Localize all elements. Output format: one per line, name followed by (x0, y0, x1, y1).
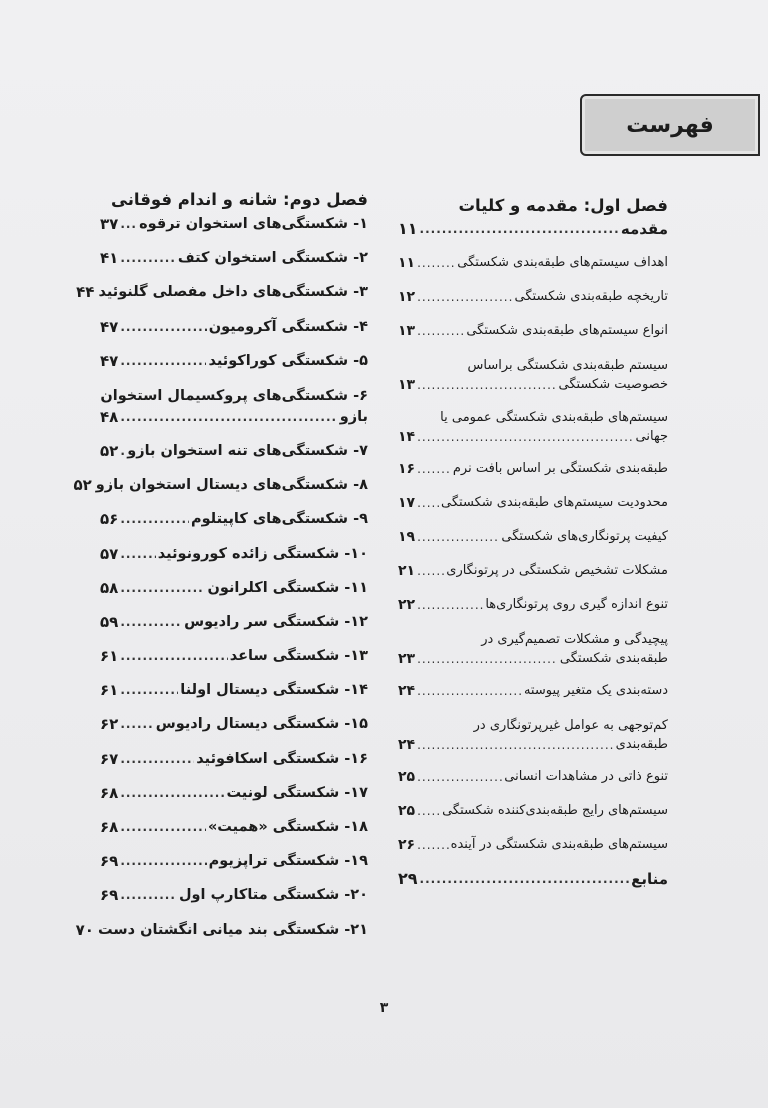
toc-entry (100, 509, 368, 529)
toc-entry-title: ۱۷- شکستگی لونیت (226, 784, 368, 801)
toc-dot-leader (417, 528, 499, 546)
toc-dot-leader (417, 376, 556, 394)
toc-entry (100, 749, 368, 769)
toc-dot-leader (120, 214, 137, 234)
toc-dot-leader (417, 768, 502, 786)
toc-entry-page: ۱۴ (398, 429, 416, 445)
toc-dot-leader (420, 870, 630, 888)
toc-entry-title: انواع سیستم‌های طبقه‌بندی شکستگی (466, 323, 668, 338)
toc-dot-leader (120, 817, 206, 837)
toc-entry (100, 214, 368, 234)
toc-entry (100, 385, 368, 427)
toc-dot-leader (120, 885, 177, 905)
toc-dot-leader (417, 682, 522, 700)
toc-entry-page: ۵۲ (100, 441, 119, 460)
toc-dot-leader (417, 836, 449, 854)
toc-entry-page: ۱۱ (398, 219, 418, 238)
toc-entry-title: مشکلات تشخیص شکستگی در پرتونگاری (446, 563, 668, 578)
toc-entry-title: ۴- شکستگی آکرومیون (208, 318, 368, 335)
toc-dot-leader (120, 544, 155, 564)
toc-entry (398, 408, 668, 446)
toc-entry-page: ۲۹ (398, 869, 418, 888)
toc-entry (398, 562, 668, 580)
toc-entry-page: ۵۷ (100, 544, 119, 563)
toc-dot-leader (417, 596, 483, 614)
toc-entry-page: ۷۰ (75, 920, 94, 939)
toc-entry-title: ۱۰- شکستگی زائده کورونوئید (157, 545, 368, 562)
toc-dot-leader (417, 650, 558, 668)
toc-entry (398, 768, 668, 786)
toc-entry (398, 682, 668, 700)
toc-dot-leader (417, 428, 633, 446)
toc-entry (398, 528, 668, 546)
toc-entry-line1: پیچیدگی و مشکلات تصمیم‌گیری در (481, 632, 668, 647)
toc-entry-page: ۵۹ (100, 612, 119, 631)
toc-entry (100, 885, 368, 905)
toc-entry (100, 351, 368, 371)
toc-header-box (580, 94, 760, 156)
toc-entry (398, 596, 668, 614)
toc-title: فهرست (626, 112, 714, 138)
toc-entry-page: ۱۹ (398, 529, 416, 545)
toc-entry-title: ۱۸- شکستگی «همیت» (207, 819, 368, 835)
toc-entry-page: ۴۷ (100, 351, 119, 370)
toc-entry-title: اهداف سیستم‌های طبقه‌بندی شکستگی (457, 255, 668, 270)
toc-entry-title: ۱۶- شکستگی اسکافوئید (196, 750, 368, 767)
toc-dot-leader (417, 460, 451, 478)
toc-entry-title: ۲۰- شکستگی متاکارپ اول (178, 887, 368, 904)
toc-entry (73, 475, 368, 495)
toc-entry-page: ۱۳ (398, 323, 416, 339)
chapter1-column (398, 192, 668, 904)
toc-entry-line1: ۶- شکستگی‌های پروکسیمال استخوان (100, 387, 368, 404)
toc-dot-leader (120, 351, 206, 371)
toc-entry-page: ۱۲ (398, 289, 416, 305)
toc-entry (100, 612, 368, 632)
toc-entry-title: طبقه‌بندی شکستگی بر اساس بافت نرم (452, 461, 668, 476)
toc-entry (398, 356, 668, 394)
toc-entry-page: ۲۲ (398, 597, 416, 613)
toc-entry-title: ۲۱- شکستگی بند میانی انگشتان دست (97, 921, 368, 938)
toc-entry (100, 851, 368, 871)
toc-entry-title: کیفیت پرتونگاری‌های شکستگی (501, 529, 668, 544)
toc-dot-leader (120, 407, 337, 427)
toc-entry (398, 288, 668, 306)
toc-dot-leader (120, 612, 182, 632)
toc-entry-page: ۲۵ (398, 769, 416, 785)
toc-entry-title: ۱۹- شکستگی تراپزیوم (208, 853, 368, 870)
chapter2-entries (73, 214, 368, 940)
toc-entry (100, 817, 368, 837)
toc-entry-page: ۱۳ (398, 377, 416, 393)
toc-entry (398, 220, 668, 238)
toc-entry-page: ۲۵ (398, 803, 416, 819)
page-number: ۳ (379, 1000, 389, 1016)
toc-entry-page: ۵۶ (100, 510, 119, 529)
toc-entry-page: ۶۲ (100, 715, 119, 734)
toc-entry-line1: کم‌توجهی به عوامل غیرپرتونگاری در (473, 718, 668, 733)
toc-entry (398, 254, 668, 272)
toc-entry-title: ۵- شکستگی کوراکوئید (208, 352, 368, 369)
toc-dot-leader (420, 220, 619, 238)
toc-entry-title: ۳- شکستگی‌های داخل مفصلی گلنوئید (98, 284, 368, 301)
toc-entry-page: ۳۷ (100, 215, 119, 233)
toc-entry-page: ۱۶ (398, 461, 416, 477)
toc-dot-leader (417, 254, 455, 272)
toc-dot-leader (120, 749, 194, 769)
toc-entry-page: ۶۸ (100, 783, 119, 802)
chapter1-title: فصل اول: مقدمه و کلیات (458, 196, 668, 215)
toc-dot-leader (417, 802, 440, 820)
toc-dot-leader (417, 288, 512, 306)
toc-entry (398, 870, 668, 888)
toc-entry-title: خصوصیت شکستگی (558, 377, 668, 392)
toc-entry (398, 836, 668, 854)
toc-entry (75, 920, 368, 940)
chapter2-column (73, 186, 368, 954)
toc-entry (100, 680, 368, 700)
toc-entry-title: ۲- شکستگی استخوان کتف (177, 250, 368, 267)
toc-entry-page: ۶۷ (100, 749, 119, 768)
toc-entry-page: ۶۹ (100, 886, 119, 905)
toc-entry-page: ۱۷ (398, 495, 416, 511)
toc-dot-leader (417, 736, 614, 754)
toc-dot-leader (120, 783, 224, 803)
toc-entry (398, 494, 668, 512)
toc-entry-page: ۴۴ (76, 283, 95, 302)
toc-dot-leader (120, 646, 227, 666)
toc-dot-leader (417, 494, 439, 512)
toc-entry (398, 460, 668, 478)
toc-entry (100, 441, 368, 461)
toc-entry-title: ۱۴- شکستگی دیستال اولنا (180, 682, 368, 699)
chapter2-title: فصل دوم: شانه و اندام فوقانی (111, 190, 368, 209)
toc-entry-page: ۴۸ (100, 407, 119, 426)
toc-entry-page: ۶۱ (100, 647, 119, 666)
toc-entry-page: ۱۱ (398, 255, 416, 271)
toc-entry-title: دسته‌بندی یک متغیر پیوسته (523, 683, 668, 698)
chapter1-entries (398, 220, 668, 888)
toc-dot-leader (120, 317, 206, 337)
toc-entry-title: تنوع اندازه گیری روی پرتونگاری‌ها (485, 597, 668, 612)
toc-entry-title: محدودیت سیستم‌های طبقه‌بندی شکستگی (441, 495, 668, 510)
toc-entry-title: مقدمه (620, 220, 668, 238)
toc-entry-page: ۵۸ (100, 578, 119, 597)
toc-entry-title: سیستم‌های رایج طبقه‌بندی‌کننده شکستگی (442, 803, 668, 818)
toc-entry-page: ۴۷ (100, 317, 119, 336)
toc-entry-title: جهانی (635, 429, 668, 444)
toc-entry-title: منابع (631, 870, 668, 888)
toc-dot-leader (120, 441, 125, 461)
toc-entry-page: ۲۴ (398, 737, 416, 753)
toc-entry-line1: سیستم‌های طبقه‌بندی شکستگی عمومی یا (440, 410, 668, 425)
toc-entry-title: تاریخچه طبقه‌بندی شکستگی (514, 289, 668, 304)
toc-entry-page: ۲۴ (398, 683, 416, 699)
toc-entry-page: ۵۲ (73, 476, 92, 495)
toc-dot-leader (120, 509, 189, 529)
toc-entry-page: ۲۱ (398, 563, 416, 579)
toc-entry-title: سیستم‌های طبقه‌بندی شکستگی در آینده (450, 837, 668, 852)
toc-entry-page: ۶۱ (100, 681, 119, 700)
toc-entry (398, 802, 668, 820)
toc-dot-leader (417, 562, 444, 580)
toc-entry-title: ۱۱- شکستگی اکلرانون (207, 579, 368, 596)
toc-entry (100, 646, 368, 666)
toc-entry-title: طبقه‌بندی شکستگی (559, 651, 668, 666)
toc-dot-leader (417, 322, 464, 340)
toc-entry (100, 544, 368, 564)
toc-dot-leader (120, 851, 206, 871)
toc-entry (100, 248, 368, 268)
toc-entry-title: ۱۵- شکستگی دیستال رادیوس (155, 716, 368, 733)
toc-dot-leader (120, 248, 176, 268)
toc-entry-title: طبقه‌بندی (615, 737, 668, 752)
toc-entry (100, 714, 368, 734)
toc-entry-title: ۱- شکستگی‌های استخوان ترقوه (139, 216, 368, 232)
toc-entry-page: ۶۹ (100, 852, 119, 871)
toc-dot-leader (120, 714, 153, 734)
toc-entry-title: ۱۳- شکستگی ساعد (229, 648, 368, 665)
toc-entry-page: ۴۱ (100, 249, 119, 268)
toc-dot-leader (120, 680, 178, 700)
toc-entry-line1: سیستم طبقه‌بندی شکستگی براساس (467, 358, 668, 373)
toc-entry-title: ۷- شکستگی‌های تنه استخوان بازو (127, 442, 368, 459)
toc-entry-page: ۲۶ (398, 837, 416, 853)
toc-entry-page: ۶۸ (100, 818, 119, 836)
toc-entry-title: بازو (339, 408, 368, 425)
toc-entry-title: ۱۲- شکستگی سر رادیوس (184, 613, 368, 630)
toc-entry (398, 322, 668, 340)
toc-entry-title: ۹- شکستگی‌های کاپیتلوم (190, 511, 368, 528)
toc-entry (100, 783, 368, 803)
toc-dot-leader (120, 578, 205, 598)
toc-entry (100, 317, 368, 337)
toc-entry-page: ۲۳ (398, 651, 416, 667)
toc-entry (100, 578, 368, 598)
toc-entry-title: ۸- شکستگی‌های دیستال استخوان بازو (95, 477, 368, 494)
toc-entry (398, 630, 668, 668)
toc-entry-title: تنوع ذاتی در مشاهدات انسانی (504, 769, 668, 784)
toc-entry (76, 282, 368, 302)
toc-entry (398, 716, 668, 754)
